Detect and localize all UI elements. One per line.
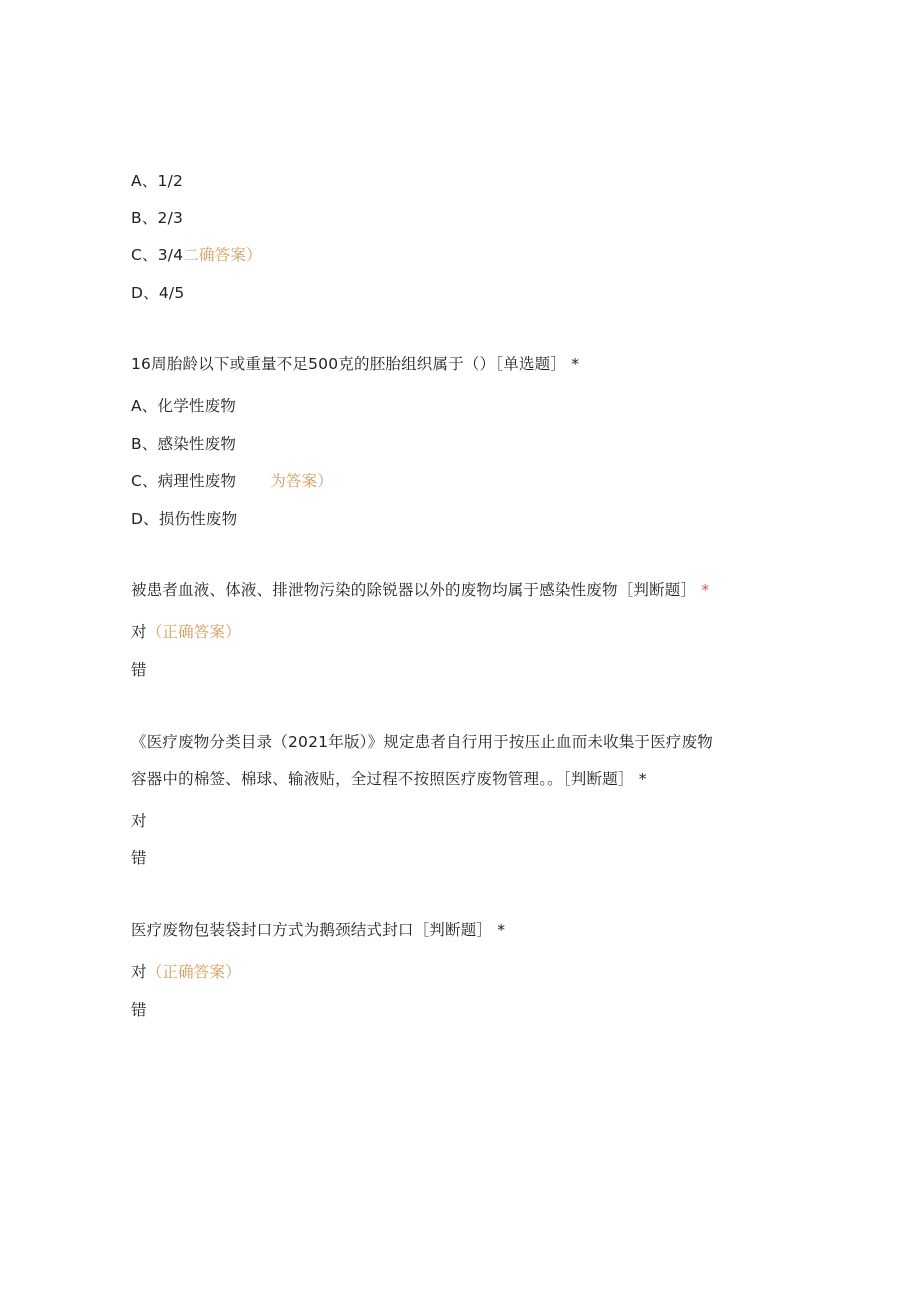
q4-option-false bbox=[131, 847, 147, 869]
q1-option-a bbox=[131, 170, 183, 192]
required-star: * bbox=[701, 581, 710, 599]
q2-option-b bbox=[131, 433, 236, 455]
required-star: * bbox=[497, 921, 506, 939]
option-text: 错 bbox=[131, 849, 147, 867]
option-text: 错 bbox=[131, 1001, 147, 1019]
q1-option-c bbox=[131, 244, 262, 266]
q2-option-d bbox=[131, 508, 237, 530]
q2-option-c bbox=[131, 470, 333, 492]
question-text: 医疗废物包装袋封口方式为鹅颈结式封口［判断题］ bbox=[131, 921, 493, 939]
answer-note: 为答案） bbox=[270, 472, 334, 490]
option-text: A、1/2 bbox=[131, 172, 184, 190]
q5-option-false bbox=[131, 999, 147, 1021]
option-text: D、4/5 bbox=[131, 284, 185, 302]
option-text: D、损伤性废物 bbox=[131, 510, 238, 528]
option-text: C、3/4 bbox=[131, 246, 184, 264]
question-text: 16周胎龄以下或重量不足500克的胚胎组织属于（）［单选题］ bbox=[131, 355, 567, 373]
q4-title-line2 bbox=[131, 768, 647, 790]
q3-option-true bbox=[131, 621, 241, 643]
option-text: B、2/3 bbox=[131, 209, 184, 227]
q5-title bbox=[131, 919, 505, 941]
option-text: B、感染性废物 bbox=[131, 435, 237, 453]
question-text: 容器中的棉签、棉球、输液贴，全过程不按照医疗废物管理。。［判断题］ bbox=[131, 770, 634, 788]
q1-option-d bbox=[131, 282, 184, 304]
answer-note: （正确答案） bbox=[146, 963, 241, 981]
q3-option-false bbox=[131, 659, 147, 681]
option-text: 对 bbox=[131, 623, 147, 641]
question-text: 被患者血液、体液、排泄物污染的除锐器以外的废物均属于感染性废物［判断题］ bbox=[131, 581, 697, 599]
option-text: 错 bbox=[131, 661, 147, 679]
option-text: 对 bbox=[131, 963, 147, 981]
q4-title-line1 bbox=[131, 731, 713, 753]
q3-title bbox=[131, 579, 709, 601]
q5-option-true bbox=[131, 961, 241, 983]
option-text: 对 bbox=[131, 812, 147, 830]
answer-note: 二确答案） bbox=[183, 246, 262, 264]
option-text: C、病理性废物 bbox=[131, 472, 237, 490]
q1-option-b bbox=[131, 207, 183, 229]
required-star: * bbox=[571, 355, 580, 373]
answer-note: （正确答案） bbox=[146, 623, 241, 641]
option-text: A、化学性废物 bbox=[131, 397, 237, 415]
q2-title bbox=[131, 353, 579, 375]
question-text: 《医疗废物分类目录（2021年版）》规定患者自行用于按压止血而未收集于医疗废物 bbox=[131, 733, 713, 751]
required-star: * bbox=[638, 770, 647, 788]
q4-option-true bbox=[131, 810, 147, 832]
q2-option-a bbox=[131, 395, 236, 417]
